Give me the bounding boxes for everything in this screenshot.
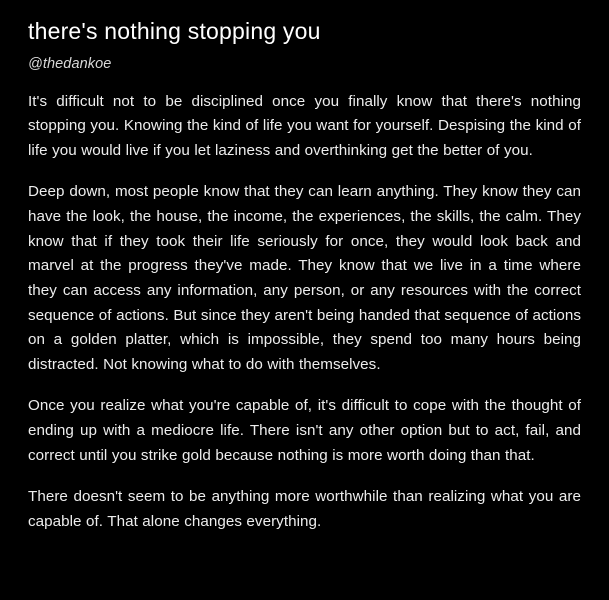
author-handle: @thedankoe (28, 55, 112, 72)
paragraph: Deep down, most people know that they can learn anything. They know they can have the look, the house, the income, the experiences, the skills, the calm. They know that if they took their life seriously for once, they would look back and marvel at the progress they've made. They know that we live in a time where they can access any information, any person, or any resources with the correct sequence of actions. But since they aren't being handed that sequence of actions on a golden platter, which is impossible, they spend too many hours being distracted. Not knowing what to do with themselves. (28, 183, 581, 373)
paragraph: Once you realize what you're capable of, it's difficult to cope with the thought of ending up with a mediocre life. There isn't any other option but to act, fail, and correct until you strike gold because nothing is more worth doing than that. (28, 397, 581, 464)
paragraph: It's difficult not to be disciplined once you finally know that there's nothing stopping you. Knowing the kind of life you want for yourself. Despising the kind of life you would live if you let laziness and overthinking get the better of you. (28, 92, 581, 159)
paragraph: There doesn't seem to be anything more worthwhile than realizing what you are capable of. That alone changes everything. (28, 488, 581, 530)
post-body (28, 90, 581, 535)
page-title: there's nothing stopping you (28, 18, 321, 44)
